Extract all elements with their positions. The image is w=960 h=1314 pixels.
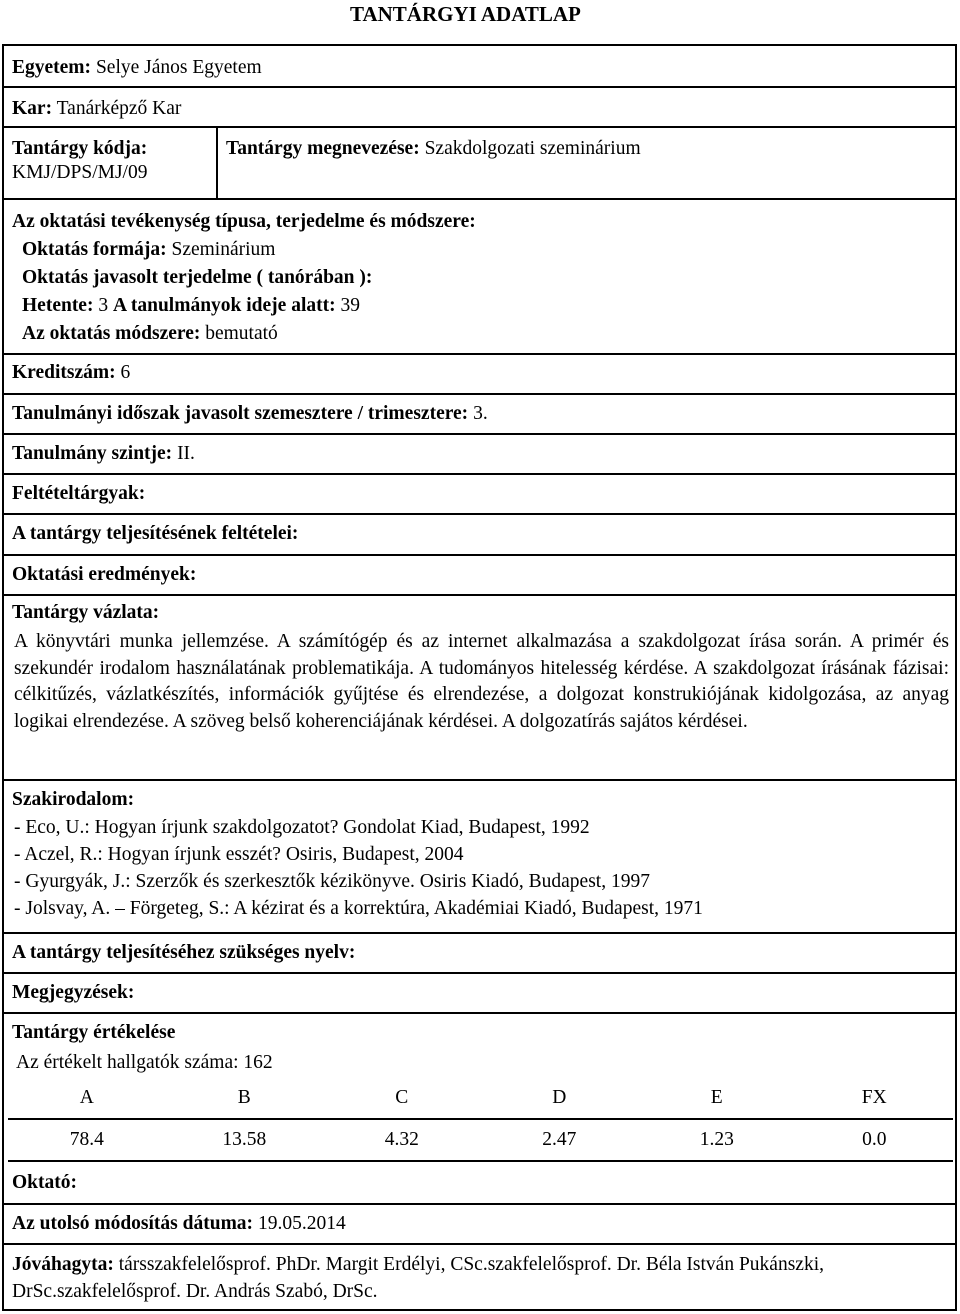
course-code-label: Tantárgy kódja: (12, 138, 148, 159)
conditions-row (12, 522, 298, 546)
activity-scope-label: Oktatás javasolt terjedelme ( tanórában ): (22, 267, 373, 288)
divider (4, 594, 955, 596)
page-title: TANTÁRGYI ADATLAP (350, 2, 581, 26)
activity-method-label: Az oktatás módszere: (22, 323, 201, 344)
grade-percentage: 4.32 (323, 1119, 481, 1161)
list-item: - Eco, U.: Hogyan írjunk szakdolgozatot? Gondolat Kiad, Budapest, 1992 (14, 817, 590, 838)
grade-percentage: 2.47 (481, 1119, 639, 1161)
credits-value: 6 (120, 362, 131, 383)
table-row (8, 1119, 953, 1161)
grade-percentage: 1.23 (638, 1119, 796, 1161)
divider (4, 198, 955, 200)
activity-total-value: 39 (340, 295, 360, 316)
teacher-label: Oktató: (12, 1172, 77, 1193)
outline-row (12, 601, 159, 625)
table-row (8, 1078, 953, 1119)
prerequisites-label: Feltételtárgyak: (12, 483, 146, 504)
last-modified-label: Az utolsó módosítás dátuma: (12, 1213, 254, 1234)
grade-percentage: 0.0 (796, 1119, 954, 1161)
divider (4, 513, 955, 515)
grade-header: D (481, 1078, 639, 1119)
activity-section (12, 208, 476, 348)
activity-form-label: Oktatás formája: (22, 239, 167, 260)
course-name-cell (226, 137, 641, 161)
activity-method-value: bemutató (205, 323, 278, 344)
divider (4, 473, 955, 475)
course-code-value: KMJ/DPS/MJ/09 (12, 161, 148, 183)
divider (216, 126, 218, 198)
activity-weekly-value: 3 (98, 295, 109, 316)
notes-label: Megjegyzések: (12, 982, 135, 1003)
activity-weekly-label: Hetente: (22, 295, 94, 316)
faculty-row (12, 97, 181, 121)
activity-heading: Az oktatási tevékenység típusa, terjedelme és módszere: (12, 211, 476, 232)
students-count: Az értékelt hallgatók száma: 162 (16, 1052, 273, 1073)
divider (4, 1243, 955, 1245)
last-modified-value: 19.05.2014 (257, 1213, 346, 1234)
divider (4, 353, 955, 355)
course-name-label: Tantárgy megnevezése: (226, 138, 420, 159)
outcomes-label: Oktatási eredmények: (12, 564, 197, 585)
activity-form-value: Szeminárium (171, 239, 276, 260)
last-modified-row (12, 1212, 346, 1236)
faculty-value: Tanárképző Kar (56, 98, 182, 119)
grade-header: E (638, 1078, 796, 1119)
divider (4, 1203, 955, 1205)
university-value: Selye János Egyetem (95, 57, 262, 78)
list-item: - Aczel, R.: Hogyan írjunk esszét? Osiris, Budapest, 2004 (14, 844, 464, 865)
language-label: A tantárgy teljesítéséhez szükséges nyelv: (12, 942, 356, 963)
divider (4, 126, 955, 128)
grades-table (8, 1078, 953, 1162)
course-code-cell (12, 137, 212, 185)
literature-list (14, 814, 703, 922)
grade-header: B (166, 1078, 324, 1119)
grade-header: C (323, 1078, 481, 1119)
grade-percentage: 13.58 (166, 1119, 324, 1161)
literature-label: Szakirodalom: (12, 789, 135, 810)
university-row (12, 56, 262, 80)
university-label: Egyetem: (12, 57, 92, 78)
activity-total-label: A tanulmányok ideje alatt: (112, 295, 336, 316)
semester-row (12, 402, 488, 426)
level-label: Tanulmány szintje: (12, 443, 173, 464)
divider (4, 393, 955, 395)
teacher-row (12, 1171, 77, 1195)
grade-header: A (8, 1078, 166, 1119)
credits-row (12, 361, 130, 385)
outline-text: A könyvtári munka jellemzése. A számítógép és az internet alkalmazása a szakdolgozat írása során. A primér és szekundér irodalom használatának problematikája. A tudományos hitelesség kérdése. A szakdolgozat írásának fázisai: célkitűzés, vázlatkészítés, információk gyűjtése és elrendezése, a dolgozat konstrukiójának kidolgozása, az anyag logikai elrendezése. A szöveg belső koherenciájának kérdései. A dolgozatírás sajátos kérdései. (14, 631, 949, 732)
language-row (12, 941, 355, 965)
divider (4, 779, 955, 781)
literature-row (12, 788, 134, 812)
prerequisites-row (12, 482, 145, 506)
course-datasheet (2, 44, 957, 1311)
outline-label: Tantárgy vázlata: (12, 602, 160, 623)
divider (4, 554, 955, 556)
approved-value: társszakfelelősprof. PhDr. Margit Erdélyi, CSc.szakfelelősprof. Dr. Béla István Pukánszki, DrSc.szakfelelősprof. Dr. András Szabó, DrSc. (12, 1254, 824, 1302)
evaluation-row (12, 1021, 175, 1045)
faculty-label: Kar: (12, 98, 53, 119)
approved-label: Jóváhagyta: (12, 1254, 114, 1275)
notes-row (12, 981, 134, 1005)
credits-label: Kreditszám: (12, 362, 116, 383)
divider (4, 86, 955, 88)
divider (4, 433, 955, 435)
level-row (12, 442, 195, 466)
grade-header: FX (796, 1078, 954, 1119)
grade-percentage: 78.4 (8, 1119, 166, 1161)
level-value: II. (177, 443, 195, 464)
outcomes-row (12, 563, 196, 587)
approved-row (12, 1251, 942, 1305)
semester-value: 3. (473, 403, 488, 424)
evaluation-label: Tantárgy értékelése (12, 1022, 176, 1043)
conditions-label: A tantárgy teljesítésének feltételei: (12, 523, 299, 544)
semester-label: Tanulmányi időszak javasolt szemesztere / trimesztere: (12, 403, 469, 424)
outline-section (12, 629, 949, 735)
list-item: - Gyurgyák, J.: Szerzők és szerkesztők kézikönyve. Osiris Kiadó, Budapest, 1997 (14, 871, 650, 892)
list-item: - Jolsvay, A. – Förgeteg, S.: A kézirat és a korrektúra, Akadémiai Kiadó, Budapest, 1971 (14, 898, 703, 919)
course-name-value: Szakdolgozati szeminárium (424, 138, 641, 159)
divider (4, 972, 955, 974)
divider (4, 932, 955, 934)
divider (4, 1012, 955, 1014)
